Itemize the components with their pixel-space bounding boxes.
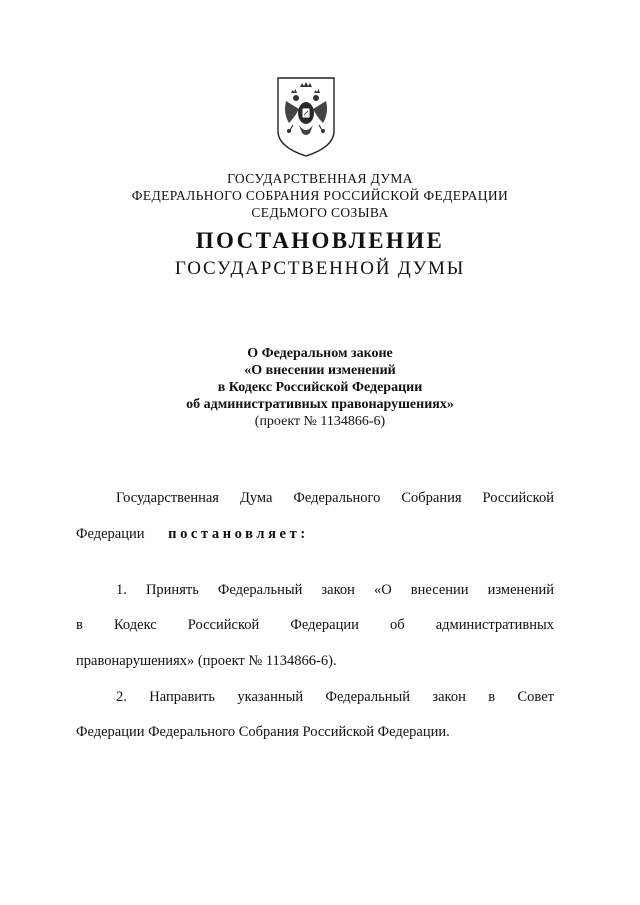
subject-draft-number: (проект № 1134866-6) (254, 414, 386, 429)
subject-line-4: об административных правонарушениях» (186, 397, 454, 412)
preamble-line-2 (76, 526, 309, 543)
subject-line-1: О Федеральном законе (247, 346, 393, 361)
item-2-line-1 (116, 689, 554, 706)
item-word: в (488, 689, 496, 705)
item-word: Кодекс (113, 617, 157, 633)
item-word: указанный (237, 689, 304, 705)
preamble-end: Федерации (76, 526, 145, 542)
item-word: изменений (487, 582, 554, 598)
preamble-word: Российской (482, 490, 554, 506)
item-word: административных (435, 617, 554, 633)
item-1-line-2 (76, 617, 554, 634)
preamble-word: Дума (239, 490, 273, 506)
org-name-line-2: ФЕДЕРАЛЬНОГО СОБРАНИЯ РОССИЙСКОЙ ФЕДЕРАЦИИ (131, 188, 509, 203)
item-word: в (76, 617, 83, 633)
item-word: Федеральный (325, 689, 410, 705)
subject-line-2: «О внесении изменений (244, 363, 396, 378)
item-word: закон (321, 582, 355, 598)
coat-of-arms-icon (275, 75, 337, 159)
item-1-number: 1. (116, 582, 127, 598)
document-title: ПОСТАНОВЛЕНИЕ (195, 228, 445, 253)
item-word: Российской (187, 617, 260, 633)
item-word: Направить (149, 689, 215, 705)
item-1-line-1 (116, 582, 554, 599)
item-word: об (389, 617, 405, 633)
item-1-line-3: правонарушениях» (проект № 1134866-6). (76, 653, 337, 669)
org-name-line-1: ГОСУДАРСТВЕННАЯ ДУМА (227, 171, 413, 186)
preamble-word: Собрания (401, 490, 462, 506)
item-word: Федерации (290, 617, 359, 633)
item-word: внесении (410, 582, 469, 598)
org-name-line-3: СЕДЬМОГО СОЗЫВА (251, 205, 389, 220)
document-subtitle: ГОСУДАРСТВЕННОЙ ДУМЫ (174, 258, 466, 279)
decree-word: постановляет: (168, 526, 309, 542)
item-word: Федеральный (217, 582, 303, 598)
item-word: Совет (517, 689, 554, 705)
preamble-word: Государственная (116, 490, 219, 506)
item-word: Принять (145, 582, 199, 598)
preamble-line-1 (116, 490, 554, 507)
item-word: закон (432, 689, 466, 705)
item-2-number: 2. (116, 689, 127, 705)
item-word: «О (373, 582, 392, 598)
item-2-line-2: Федерации Федерального Собрания Российской Федерации. (76, 724, 450, 740)
preamble-word: Федерального (293, 490, 381, 506)
subject-line-3: в Кодекс Российской Федерации (217, 380, 423, 395)
